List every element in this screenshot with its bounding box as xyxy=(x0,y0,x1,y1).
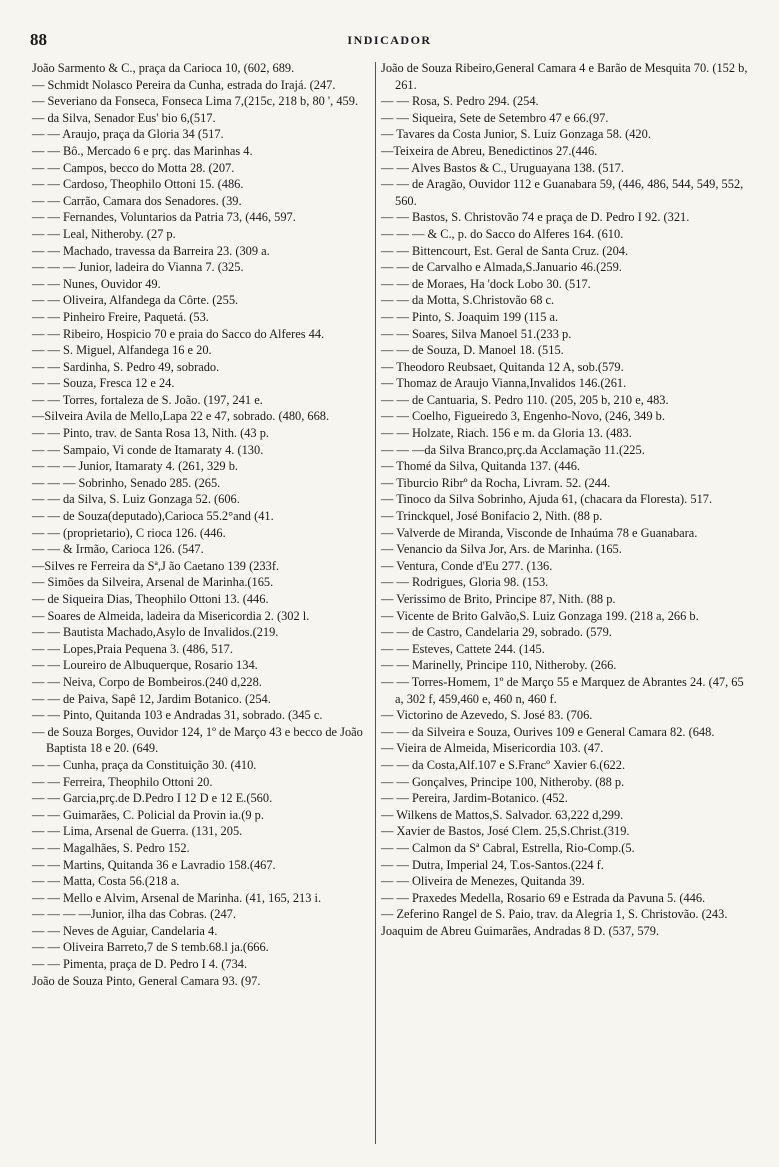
directory-entry: — — de Carvalho e Almada,S.Januario 46.(259. xyxy=(381,260,622,275)
directory-entry: — — Siqueira, Sete de Setembro 47 e 66.(97. xyxy=(381,110,609,125)
page-header xyxy=(30,30,749,52)
directory-entry: — Zeferino Rangel de S. Paio, trav. da Alegria 1, S. Christovão. (243. xyxy=(381,907,728,922)
directory-entry: — — Neiva, Corpo de Bombeiros.(240 d,228. xyxy=(32,674,262,689)
directory-entry: — — de Souza, D. Manoel 18. (515. xyxy=(381,343,564,358)
directory-entry: — Venancio da Silva Jor, Ars. de Marinha. (165. xyxy=(381,542,622,557)
directory-entry: — — Neves de Aguiar, Candelaria 4. xyxy=(32,923,218,938)
directory-entry: — — Sampaio, Vi conde de Itamaraty 4. (130. xyxy=(32,442,264,457)
directory-entry: — — Lima, Arsenal de Guerra. (131, 205. xyxy=(32,824,243,839)
directory-entry: — — Lopes,Praia Pequena 3. (486, 517. xyxy=(32,641,233,656)
directory-entry: — — Torres-Homem, 1º de Março 55 e Marquez de Abrantes 24. (47, 65 a, 302 f, 459,460 e, 460 n, 460 f. xyxy=(381,674,744,706)
directory-entry: — — Araujo, praça da Gloria 34 (517. xyxy=(32,127,224,142)
directory-entry: João de Souza Ribeiro,General Camara 4 e Barão de Mesquita 70. (152 b, 261. xyxy=(381,61,748,92)
directory-entry: — — Pinto, trav. de Santa Rosa 13, Nith. (43 p. xyxy=(32,426,270,441)
directory-entry: — Vieira de Almeida, Misericordia 103. (47. xyxy=(381,741,604,756)
left-column xyxy=(32,60,373,989)
directory-entry: — — Campos, becco do Motta 28. (207. xyxy=(32,160,235,175)
directory-entry: — Trinckquel, José Bonifacio 2, Nith. (88 p. xyxy=(381,509,603,524)
directory-entry: — — Cardoso, Theophilo Ottoni 15. (486. xyxy=(32,177,244,192)
directory-entry: — — Pereira, Jardim-Botanico. (452. xyxy=(381,791,568,806)
directory-entry: — — Fernandes, Voluntarios da Patria 73, (446, 597. xyxy=(32,210,296,225)
directory-entry: — — Guimarães, C. Policial da Provin ia.(9 p. xyxy=(32,807,264,822)
directory-entry: — — — Junior, ladeira do Vianna 7. (325. xyxy=(32,260,244,275)
directory-entry: — de Siqueira Dias, Theophilo Ottoni 13. (446. xyxy=(32,592,269,606)
directory-entry: João de Souza Pinto, General Camara 93. (97. xyxy=(32,973,261,988)
directory-entry: — Xavier de Bastos, José Clem. 25,S.Christ.(319. xyxy=(381,824,630,839)
directory-entry: — — Soares, Silva Manoel 51.(233 p. xyxy=(381,326,572,341)
directory-entry: — — Coelho, Figueiredo 3, Engenho-Novo, (246, 349 b. xyxy=(381,409,665,424)
directory-entry: — Schmidt Nolasco Pereira da Cunha, estrada do Irajá. (247. xyxy=(32,77,336,92)
directory-entry: — — — Sobrinho, Senado 285. (265. xyxy=(32,475,221,490)
directory-entry: — — — & C., p. do Sacco do Alferes 164. (610. xyxy=(381,226,624,241)
directory-entry: — Soares de Almeida, ladeira da Misericordia 2. (302 l. xyxy=(32,608,310,623)
directory-entry: — — Praxedes Medella, Rosario 69 e Estrada da Pavuna 5. (446. xyxy=(381,890,706,905)
directory-entry: — Ventura, Conde d'Eu 277. (136. xyxy=(381,558,553,573)
directory-entry: — — Carrão, Camara dos Senadores. (39. xyxy=(32,193,242,208)
directory-entry: — Thomé da Silva, Quitanda 137. (446. xyxy=(381,459,581,474)
directory-entry: — — Holzate, Riach. 156 e m. da Gloria 13. (483. xyxy=(381,426,632,441)
directory-entry: — — Bô., Mercado 6 e prç. das Marinhas 4. xyxy=(32,143,253,158)
directory-entry: — — Matta, Costa 56.(218 a. xyxy=(32,874,180,889)
directory-entry: — — —da Silva Branco,prç.da Acclamação 11.(225. xyxy=(381,442,645,457)
directory-entry: — Simões da Silveira, Arsenal de Marinha.(165. xyxy=(32,575,274,590)
directory-entry: — Thomaz de Araujo Vianna,Invalidos 146.(261. xyxy=(381,376,627,391)
directory-entry: — — Oliveira de Menezes, Quitanda 39. xyxy=(381,874,585,889)
directory-entry: — — — Junior, Itamaraty 4. (261, 329 b. xyxy=(32,459,238,474)
right-column xyxy=(381,60,751,939)
directory-entry: — — da Silveira e Souza, Ourives 109 e General Camara 82. (648. xyxy=(381,724,715,739)
directory-entry: — — Esteves, Cattete 244. (145. xyxy=(381,641,545,656)
directory-entry: — — Calmon da Sª Cabral, Estrella, Rio-Comp.(5. xyxy=(381,840,635,855)
directory-entry: — — (proprietario), C rioca 126. (446. xyxy=(32,525,226,540)
directory-entry: — — de Aragão, Ouvidor 112 e Guanabara 59, (446, 486, 544, 549, 552, 560. xyxy=(381,177,744,208)
directory-entry: — — Cunha, praça da Constituição 30. (410. xyxy=(32,757,257,772)
directory-entry: — Tinoco da Silva Sobrinho, Ajuda 61, (chacara da Floresta). 517. xyxy=(381,492,713,507)
running-title: INDICADOR xyxy=(347,33,432,47)
directory-entry: — — Magalhães, S. Pedro 152. xyxy=(32,840,190,855)
directory-entry: — Valverde de Miranda, Visconde de Inhaúma 78 e Guanabara. xyxy=(381,525,698,540)
directory-entry: — Vicente de Brito Galvão,S. Luiz Gonzaga 199. (218 a, 266 b. xyxy=(381,608,699,623)
directory-entry: — Victorino de Azevedo, S. José 83. (706. xyxy=(381,708,593,723)
directory-entry: — — S. Miguel, Alfandega 16 e 20. xyxy=(32,343,212,358)
directory-entry: — — — —Junior, ilha das Cobras. (247. xyxy=(32,907,236,922)
directory-entry: — — Bastos, S. Christovão 74 e praça de D. Pedro I 92. (321. xyxy=(381,210,690,225)
page-number: 88 xyxy=(30,30,47,49)
directory-entry: — — Loureiro de Albuquerque, Rosario 134. xyxy=(32,658,258,673)
directory-entry: — — Torres, fortaleza de S. João. (197, 241 e. xyxy=(32,392,263,407)
directory-entry: — Theodoro Reubsaet, Quitanda 12 A, sob.(579. xyxy=(381,359,624,374)
directory-entry: — da Silva, Senador Eus' bio 6,(517. xyxy=(32,110,216,125)
directory-entry: João Sarmento & C., praça da Carioca 10, (602, 689. xyxy=(32,61,295,75)
directory-entry: — — Souza, Fresca 12 e 24. xyxy=(32,376,175,391)
directory-entry: — — Rodrigues, Gloria 98. (153. xyxy=(381,575,549,590)
directory-entry: — — da Costa,Alf.107 e S.Francº Xavier 6.(622. xyxy=(381,757,626,772)
directory-entry: — — de Moraes, Ha 'dock Lobo 30. (517. xyxy=(381,276,591,291)
directory-entry: — — Martins, Quitanda 36 e Lavradio 158.(467. xyxy=(32,857,276,872)
directory-entry: — — da Silva, S. Luiz Gonzaga 52. (606. xyxy=(32,492,240,507)
directory-entry: — — de Castro, Candelaria 29, sobrado. (579. xyxy=(381,625,612,640)
directory-entry: — — Rosa, S. Pedro 294. (254. xyxy=(381,94,539,109)
directory-entry: — Tavares da Costa Junior, S. Luiz Gonzaga 58. (420. xyxy=(381,127,651,142)
column-divider xyxy=(375,62,376,1144)
directory-entry: — — Dutra, Imperial 24, T.os-Santos.(224 f. xyxy=(381,857,604,872)
directory-entry: — — Mello e Alvim, Arsenal de Marinha. (41, 165, 213 i. xyxy=(32,890,322,905)
directory-entry: — — Alves Bastos & C., Uruguayana 138. (517. xyxy=(381,160,624,175)
directory-entry: — Verissimo de Brito, Principe 87, Nith. (88 p. xyxy=(381,592,616,606)
directory-entry: — — de Souza(deputado),Carioca 55.2°and (41. xyxy=(32,509,274,524)
directory-entry: — — Marinelly, Principe 110, Nitheroby. (266. xyxy=(381,658,617,673)
directory-entry: — — Oliveira Barreto,7 de S temb.68.l ja.(666. xyxy=(32,940,269,955)
directory-entry: — Severiano da Fonseca, Fonseca Lima 7,(215c, 218 b, 80 ', 459. xyxy=(32,94,359,109)
directory-entry: — Wilkens de Mattos,S. Salvador. 63,222 d,299. xyxy=(381,807,624,822)
directory-entry: — — Gonçalves, Principe 100, Nitheroby. (88 p. xyxy=(381,774,625,789)
directory-entry: — — Machado, travessa da Barreira 23. (309 a. xyxy=(32,243,270,258)
directory-entry: — — Leal, Nitheroby. (27 p. xyxy=(32,226,176,241)
directory-entry: — de Souza Borges, Ouvidor 124, 1º de Março 43 e becco de João Baptista 18 e 20. (649. xyxy=(32,724,363,756)
directory-entry: — — de Cantuaria, S. Pedro 110. (205, 205 b, 210 e, 483. xyxy=(381,392,669,407)
directory-entry: —Silves re Ferreira da Sª,J ão Caetano 139 (233f. xyxy=(32,558,280,573)
directory-entry: — — Pinto, Quitanda 103 e Andradas 31, sobrado. (345 c. xyxy=(32,708,323,723)
directory-entry: — — & Irmão, Carioca 126. (547. xyxy=(32,542,204,557)
directory-entry: — — Sardinha, S. Pedro 49, sobrado. xyxy=(32,359,220,374)
directory-entry: — — da Motta, S.Christovão 68 c. xyxy=(381,293,555,308)
directory-entry: — — de Paiva, Sapê 12, Jardim Botanico. (254. xyxy=(32,691,271,706)
directory-entry: — — Nunes, Ouvidor 49. xyxy=(32,276,161,291)
directory-entry: — — Ferreira, Theophilo Ottoni 20. xyxy=(32,774,213,789)
directory-entry: — — Bautista Machado,Asylo de Invalidos.(219. xyxy=(32,625,279,640)
directory-entry: — — Ribeiro, Hospicio 70 e praia do Sacco do Alferes 44. xyxy=(32,326,325,341)
directory-entry: Joaquim de Abreu Guimarães, Andradas 8 D. (537, 579. xyxy=(381,923,660,938)
directory-entry: — — Pimenta, praça de D. Pedro I 4. (734. xyxy=(32,957,248,972)
directory-entry: — — Pinheiro Freire, Paquetá. (53. xyxy=(32,309,209,324)
directory-entry: — — Oliveira, Alfandega da Côrte. (255. xyxy=(32,293,239,308)
directory-entry: — — Bittencourt, Est. Geral de Santa Cruz. (204. xyxy=(381,243,629,258)
directory-entry: — — Pinto, S. Joaquim 199 (115 a. xyxy=(381,309,559,324)
directory-entry: —Teixeira de Abreu, Benedictinos 27.(446. xyxy=(381,143,598,158)
directory-entry: —Silveira Avila de Mello,Lapa 22 e 47, sobrado. (480, 668. xyxy=(32,409,330,424)
directory-entry: — — Garcia,prç.de D.Pedro I 12 D e 12 E.(560. xyxy=(32,791,273,806)
directory-entry: — Tiburcio Ribrº da Rocha, Livram. 52. (244. xyxy=(381,475,611,490)
